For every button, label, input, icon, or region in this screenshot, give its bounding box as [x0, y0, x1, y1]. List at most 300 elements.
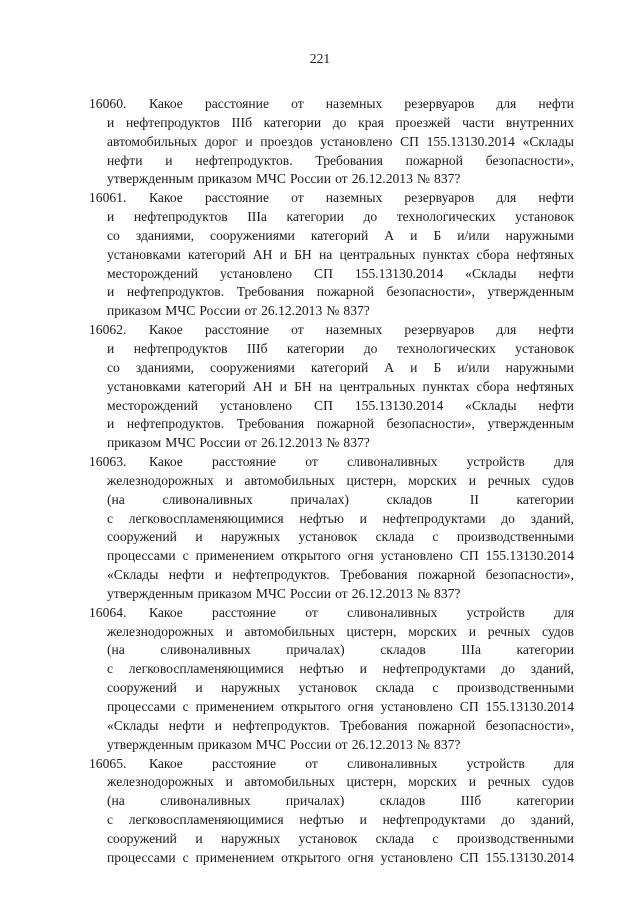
word: месторождений — [107, 265, 198, 281]
word: «Склады — [465, 265, 517, 281]
word: Какое — [149, 322, 183, 338]
word: сбора — [476, 246, 510, 262]
word: производственными — [456, 830, 574, 846]
word: огня — [347, 548, 374, 564]
word: нефтью — [299, 510, 344, 526]
word: утвержденным — [107, 585, 194, 601]
word: устройств — [466, 454, 525, 470]
word: процессами — [107, 849, 176, 865]
word: железнодорожных — [107, 623, 214, 639]
word: автомобильных — [244, 623, 335, 639]
question-number: 16063. — [89, 454, 127, 470]
word: части — [462, 114, 495, 130]
question-line — [0, 773, 574, 792]
word: и — [107, 340, 115, 356]
word: 26.12.2013 — [351, 736, 413, 752]
word: 26.12.2013 — [261, 435, 323, 451]
question-line — [0, 133, 574, 152]
word: «Склады — [522, 133, 574, 149]
word: России — [290, 171, 331, 187]
word: МЧС — [165, 303, 196, 319]
word: с — [182, 849, 189, 865]
word: для — [554, 454, 574, 470]
word: зданий, — [530, 812, 574, 828]
word: СП — [314, 265, 333, 281]
word: расстояние — [212, 604, 277, 620]
word: наземных — [325, 96, 383, 111]
word: причалах) — [285, 793, 345, 809]
word: от — [335, 171, 348, 187]
word: склада — [375, 529, 415, 545]
word: наружных — [220, 529, 281, 545]
question-line — [0, 340, 574, 359]
word: от — [335, 736, 348, 752]
word: и — [214, 567, 222, 583]
question-block — [0, 95, 640, 189]
word: и/или — [457, 359, 490, 375]
word: 155.13130.2014 — [354, 397, 444, 413]
question-line — [0, 283, 574, 302]
word: установок — [298, 680, 358, 696]
word: до — [501, 510, 515, 526]
word: от — [244, 303, 257, 319]
word: нефтяных — [516, 246, 574, 262]
question-line — [0, 378, 574, 397]
word: для — [496, 190, 517, 206]
word: А — [384, 359, 395, 375]
question-line — [0, 641, 574, 660]
word: наземных — [325, 190, 383, 206]
word: со — [107, 227, 120, 243]
word: речных — [487, 472, 531, 488]
question-block — [0, 321, 640, 453]
word: сооружений — [107, 830, 177, 846]
word: центральных — [339, 246, 416, 262]
question-line — [0, 189, 574, 208]
word: МЧС — [255, 585, 286, 601]
word: от — [305, 454, 318, 470]
question-line — [0, 208, 574, 227]
word: нефтепродуктов. — [126, 416, 225, 432]
word: утвержденным — [487, 284, 574, 300]
word: Б — [433, 227, 442, 243]
word: приказом — [197, 585, 252, 601]
word: с — [107, 510, 114, 526]
word: зданиями, — [135, 359, 195, 375]
word: технологических — [396, 209, 496, 225]
question-block — [0, 453, 640, 604]
word: и — [359, 812, 367, 828]
word: открытого — [281, 699, 341, 714]
word: установлено — [380, 849, 453, 865]
word: нефти — [107, 152, 143, 168]
word: 155.13130.2014 — [485, 849, 574, 865]
word: наружных — [220, 680, 281, 696]
word: нефтепродуктами — [382, 510, 486, 526]
question-line-body — [149, 189, 574, 208]
word: до — [363, 340, 378, 356]
word: до — [501, 812, 515, 828]
word: и — [225, 623, 233, 639]
word: речных — [487, 774, 531, 790]
word: применением — [195, 849, 275, 865]
word: сооружениями — [210, 359, 295, 375]
word: с — [432, 529, 439, 545]
word: категорий — [188, 246, 246, 262]
word: Какое — [149, 96, 183, 111]
word: нефтепродуктов — [125, 114, 220, 130]
word: устройств — [466, 755, 525, 771]
word: АН — [252, 378, 273, 394]
question-line — [0, 415, 574, 434]
question-line — [0, 453, 574, 472]
word: категории — [516, 491, 574, 507]
word: наружными — [505, 227, 574, 243]
word: и — [279, 246, 287, 262]
word: причалах) — [286, 642, 345, 658]
word: 837? — [434, 585, 461, 601]
word: категории — [286, 209, 344, 225]
question-line — [0, 830, 574, 849]
word: сливоналивных — [162, 491, 253, 507]
word: сливоналивных — [347, 454, 438, 470]
word: расстояние — [212, 454, 277, 470]
word: безопасности», — [386, 416, 475, 432]
word: легковоспламеняющимися — [128, 812, 284, 828]
question-line — [0, 114, 574, 133]
word: утвержденным — [107, 736, 194, 752]
question-line — [0, 246, 574, 265]
word: нефтепродуктов. — [126, 284, 225, 300]
question-line — [0, 434, 574, 453]
word: 155.13130.2014 — [485, 699, 574, 714]
word: Какое — [149, 454, 183, 470]
word: производственными — [456, 529, 574, 545]
word: и — [245, 133, 253, 149]
word: 26.12.2013 — [351, 171, 413, 187]
word: России — [290, 585, 331, 601]
word: нефтепродуктов. — [232, 567, 330, 583]
word: с — [182, 699, 189, 714]
word: утвержденным — [487, 416, 574, 432]
word: морских — [408, 472, 458, 488]
question-number: 16065. — [89, 755, 127, 771]
question-number: 16061. — [89, 190, 127, 206]
question-line-body — [149, 755, 574, 774]
word: речных — [487, 623, 531, 639]
word: II — [469, 491, 479, 507]
word: от — [335, 585, 348, 601]
word: СП — [400, 133, 419, 149]
word: причалах) — [290, 491, 349, 507]
word: (на — [107, 642, 125, 658]
word: «Склады — [107, 717, 159, 733]
word: расстояние — [204, 96, 269, 111]
word: проезжей — [395, 114, 451, 130]
word: 155.13130.2014 — [485, 548, 574, 564]
word: Требования — [236, 284, 305, 300]
word: сооружений — [107, 529, 177, 545]
word: месторождений — [107, 397, 198, 413]
word: цистерн, — [346, 472, 397, 488]
question-line — [0, 698, 574, 717]
word: наружными — [505, 359, 574, 375]
word: резервуаров — [404, 190, 475, 206]
word: пожарной — [417, 717, 476, 733]
word: нефти — [538, 190, 574, 206]
word: нефти — [168, 717, 205, 733]
word: внутренних — [505, 114, 574, 130]
word: приказом — [197, 736, 252, 752]
question-line — [0, 472, 574, 491]
questions-list — [0, 95, 640, 868]
word: от — [291, 322, 304, 338]
question-number: 16060. — [89, 96, 127, 111]
word: Б — [433, 359, 442, 375]
word: БН — [294, 378, 312, 394]
word: на — [318, 246, 333, 262]
question-block — [0, 604, 640, 755]
word: нефти — [168, 567, 205, 583]
word: с — [107, 812, 114, 828]
word: от — [305, 755, 318, 771]
question-line — [0, 528, 574, 547]
word: установок — [298, 529, 358, 545]
word: IIIб — [246, 340, 268, 356]
word: легковоспламеняющимися — [128, 661, 284, 677]
word: 837? — [434, 736, 461, 752]
question-line — [0, 547, 574, 566]
word: МЧС — [255, 171, 286, 187]
word: железнодорожных — [107, 472, 214, 488]
word: для — [554, 755, 574, 771]
word: 26.12.2013 — [351, 585, 413, 601]
word: применением — [195, 699, 275, 714]
word: процессами — [107, 699, 176, 714]
word: категории — [516, 793, 574, 809]
word: утвержденным — [107, 171, 194, 187]
question-line-body — [149, 95, 574, 114]
question-line — [0, 717, 574, 736]
question-line — [0, 227, 574, 246]
question-line-body — [149, 604, 574, 623]
word: склада — [375, 680, 415, 696]
word: и — [107, 114, 115, 130]
question-line — [0, 510, 574, 529]
question-line — [0, 755, 574, 774]
word: нефти — [538, 265, 574, 281]
word: нефтепродуктов — [133, 209, 228, 225]
question-line — [0, 585, 574, 604]
word: установлено — [320, 133, 393, 149]
word: легковоспламеняющимися — [128, 510, 284, 526]
word: судов — [542, 774, 574, 790]
word: для — [554, 604, 574, 620]
word: и — [195, 830, 203, 846]
word: со — [107, 359, 120, 375]
word: судов — [542, 623, 574, 639]
word: для — [496, 322, 517, 338]
question-line — [0, 265, 574, 284]
word: склада — [375, 830, 415, 846]
word: морских — [408, 774, 458, 790]
word: «Склады — [107, 567, 159, 583]
word: России — [199, 303, 241, 319]
word: резервуаров — [404, 322, 475, 338]
word: автомобильных — [244, 774, 335, 790]
question-block — [0, 189, 640, 321]
word: установок — [515, 340, 574, 356]
word: до — [332, 114, 347, 130]
word: и — [359, 510, 367, 526]
word: нефти — [538, 322, 574, 338]
word: Требования — [315, 152, 383, 168]
word: от — [244, 435, 257, 451]
word: сооружений — [107, 680, 177, 696]
word: резервуаров — [404, 96, 475, 111]
word: от — [291, 96, 304, 111]
word: сливоналивных — [160, 793, 251, 809]
word: производственными — [456, 680, 574, 696]
word: (на — [107, 491, 125, 507]
word: № — [326, 435, 340, 451]
question-line — [0, 623, 574, 642]
word: установлено — [219, 397, 293, 413]
word: IIIб — [460, 793, 482, 809]
word: применением — [195, 548, 275, 564]
question-line — [0, 95, 574, 114]
question-line — [0, 604, 574, 623]
word: категорий — [188, 378, 246, 394]
word: нефти — [538, 397, 574, 413]
word: пожарной — [316, 416, 375, 432]
word: и — [195, 680, 203, 696]
word: МЧС — [255, 736, 286, 752]
word: автомобильных — [107, 133, 198, 149]
word: на — [318, 378, 333, 394]
word: и — [410, 227, 418, 243]
word: установлено — [380, 699, 453, 714]
word: зданий, — [530, 661, 574, 677]
word: и — [359, 661, 367, 677]
word: нефтепродуктов. — [232, 717, 330, 733]
word: IIIб — [231, 114, 252, 130]
word: края — [358, 114, 384, 130]
word: АН — [252, 246, 273, 262]
word: зданий, — [530, 510, 574, 526]
word: № — [416, 585, 430, 601]
word: наружных — [220, 830, 281, 846]
word: России — [290, 736, 331, 752]
word: и — [107, 284, 115, 300]
word: Требования — [340, 567, 408, 583]
question-line — [0, 170, 574, 189]
word: наземных — [325, 322, 383, 338]
word: пунктах — [422, 378, 470, 394]
word: сливоналивных — [347, 755, 438, 771]
question-number: 16062. — [89, 322, 127, 338]
word: нефтепродуктов. — [195, 152, 293, 168]
word: и — [468, 774, 477, 790]
page-number: 221 — [309, 51, 331, 66]
word: 155.13130.2014 — [426, 133, 515, 149]
word: расстояние — [204, 322, 269, 338]
word: установлено — [380, 548, 453, 564]
word: (на — [107, 793, 125, 809]
word: категории — [263, 114, 322, 130]
word: Какое — [149, 755, 183, 771]
word: и — [410, 359, 418, 375]
word: сбора — [476, 378, 510, 394]
word: установками — [107, 246, 181, 262]
word: пожарной — [417, 567, 476, 583]
word: безопасности», — [485, 152, 574, 168]
word: сливоналивных — [160, 642, 251, 658]
word: приказом — [197, 171, 252, 187]
word: и/или — [457, 227, 490, 243]
word: от — [291, 190, 304, 206]
word: проездов — [260, 133, 313, 149]
word: БН — [294, 246, 312, 262]
word: цистерн, — [346, 774, 397, 790]
word: категории — [516, 642, 574, 658]
question-line-body — [149, 321, 574, 340]
question-line — [0, 849, 574, 868]
word: с — [107, 661, 114, 677]
word: «Склады — [465, 397, 517, 413]
word: железнодорожных — [107, 774, 214, 790]
word: нефтепродуктов — [133, 340, 228, 356]
word: процессами — [107, 548, 176, 564]
word: СП — [459, 849, 479, 865]
word: зданиями, — [135, 227, 195, 243]
word: судов — [542, 472, 574, 488]
word: устройств — [466, 604, 525, 620]
word: нефтепродуктами — [382, 661, 486, 677]
word: дорог — [204, 133, 238, 149]
word: безопасности», — [485, 567, 574, 583]
word: огня — [347, 849, 374, 865]
word: МЧС — [165, 435, 196, 451]
word: цистерн, — [346, 623, 397, 639]
question-line — [0, 792, 574, 811]
word: открытого — [281, 548, 341, 564]
word: СП — [314, 397, 333, 413]
word: категорий — [310, 227, 369, 243]
word: с — [432, 680, 439, 696]
word: и — [195, 529, 203, 545]
word: пожарной — [316, 284, 375, 300]
question-line — [0, 302, 574, 321]
word: и — [214, 717, 222, 733]
word: нефтяных — [516, 378, 574, 394]
word: сооружениями — [210, 227, 295, 243]
word: категорий — [310, 359, 369, 375]
word: и — [468, 472, 477, 488]
word: нефтепродуктами — [382, 812, 486, 828]
question-line — [0, 152, 574, 171]
question-line — [0, 566, 574, 585]
word: огня — [347, 699, 374, 714]
word: установок — [298, 830, 358, 846]
word: морских — [408, 623, 458, 639]
word: Какое — [149, 604, 183, 620]
word: и — [225, 774, 233, 790]
question-line — [0, 660, 574, 679]
question-line-body — [149, 453, 574, 472]
word: и — [107, 416, 115, 432]
question-line — [0, 491, 574, 510]
